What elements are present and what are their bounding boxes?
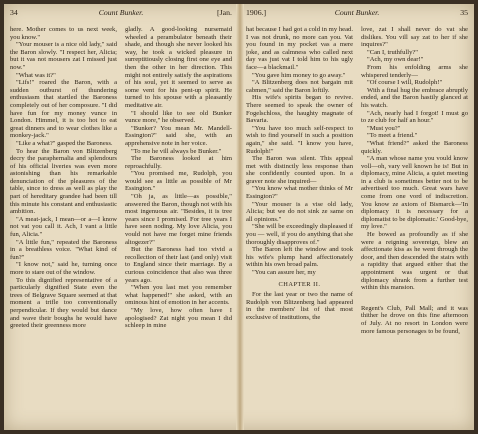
left-month-marker: [Jan. xyxy=(217,8,232,17)
paragraph: "What was it?" xyxy=(16,71,56,79)
right-columns xyxy=(246,26,468,422)
paragraph: "You can assure her, my xyxy=(252,269,316,276)
chapter-paragraph: Regent's Club, Pall Mall; and it was thither he drove on this fine afternoon of July. At no resort in London were more famous personages to be found, xyxy=(361,304,468,335)
paragraph: "Lifs!" roared the Baron, with a sudden outburst of thundering enthusiasm that startled the Baroness completely out of her composure. "I did have fun for my money vunce in London. Himmel, it is too hot to eat great dinners and to wear clothes like a monkey-jack." xyxy=(10,79,117,140)
paragraph: "My love, how often have I apologised? Zat night you mean I did schleep in mine xyxy=(125,306,232,330)
left-column-2 xyxy=(125,26,232,422)
book-gutter xyxy=(236,4,244,430)
right-year-marker: 1906.] xyxy=(246,8,267,17)
left-running-title: Count Bunker. xyxy=(98,8,144,17)
left-column-1 xyxy=(10,26,117,422)
paragraph: The Baroness looked at him reproachfully. xyxy=(125,155,232,170)
paragraph: "To meet a friend." xyxy=(367,132,418,140)
paragraph: With a final hug the embrace abruptly ended, and the Baron hastily glanced at his watch. xyxy=(361,86,468,109)
paragraph: The Baron left the window and took his wife's plump hand affectionately within his own broad palm. xyxy=(246,246,353,269)
paragraph: "When you last met you remember what happened!" she asked, with an ominous hint of emotion in her accents. xyxy=(125,284,232,307)
paragraph: His wife's spirits began to revive. There seemed to speak the owner of Fogelschloss, the haughty magnate of Bavaria. xyxy=(246,94,353,125)
left-page-number: 34 xyxy=(10,8,18,17)
paragraph: "Can I, truthfully?" xyxy=(367,48,418,56)
paragraph: "A Blitzenberg does not bargain mit cabmen," said the Baron loftily. xyxy=(246,79,353,94)
paragraph: "Must you?" xyxy=(367,124,401,132)
paragraph: "A man whose name you vould know voll—oh, vary vell known he is! But in diplomacy, mine Alicia, a quiet meeting in a club is sometimes better not to be advertised too much. Great wars have come from one vord of indiscretion. You know ze axiom of Bismarck—'In diplomacy it is necessary for a diplomatist to be diplomatic.' Good-bye, my love." xyxy=(361,155,468,231)
paragraph: From his enfolding arms she whispered tenderly— xyxy=(361,63,468,79)
paragraph: love, zat I shall never do vat she dislikes. You vill say zat to her if she inquires?" xyxy=(361,26,468,49)
paragraph: "You gave him money to go away." xyxy=(252,71,346,79)
paragraph: "To me he vill always be Bunker." xyxy=(131,147,222,155)
left-page xyxy=(10,8,232,426)
paragraph: here. Mother comes to us next week, you know." xyxy=(10,26,117,41)
paragraph: "You promised me, Rudolph, you would see as little as possible of Mr Essington." xyxy=(125,170,232,193)
paragraph: "You have too much self-respect to wish to find yourself in such a position again," she said. "I know you have, Rudolph!" xyxy=(246,124,353,155)
paragraph: "A little fun," repeated the Baroness in a breathless voice. "What kind of fun?" xyxy=(10,238,117,261)
chapter-paragraph: For the last year or two the name of Rudolph von Blitzenberg had appeared in the members' list of that most exclusive of institutions, the xyxy=(246,291,353,321)
right-column-1 xyxy=(246,26,353,422)
paragraph: "Your mouser is a vise old lady, Alicia; but we do not sink ze same on all opinions." xyxy=(246,200,353,223)
paragraph: "Bunker? You mean Mr. Mandell-Essington?" said she, with an apprehensive note in her voice. xyxy=(125,124,232,147)
right-running-title: Count Bunker. xyxy=(334,8,380,17)
paragraph: "A meat-jack, I mean—or a—I know not vat you call it. Ach, I vant a little fun, Alicia." xyxy=(10,215,117,239)
paragraph: "Like a what?" gasped the Baroness. xyxy=(16,139,113,147)
paragraph: "Oh ja, as little—as possible," answered the Baron, though not with his most ingenuous air. "Besides, it is tree years since I promised. For tree years I have seen noding. My love Alicia, you vould not have me forget mine friends altogezer?" xyxy=(125,193,232,246)
paragraph: "What friend?" asked the Baroness quickly. xyxy=(361,139,468,155)
paragraph: "Your mouser is a nice old lady," said the Baron slowly. "I respect her, Alicia; but it vas not mousers zat I missed just now." xyxy=(10,41,117,71)
right-running-head xyxy=(246,8,468,20)
paragraph: To this dignified representative of a particularly dignified State even the trees of Belgrave Square seemed at that moment a trifle too conventionally perpendicular. If they would but dance and wave their boughs he would have greeted their greenness more xyxy=(10,276,117,330)
paragraph: The Baron was silent. This appeal met with distinctly less response than she confidently counted upon. In a graver note she inquired— xyxy=(246,155,353,185)
paragraph: "Ach, nearly had I forgot! I must go to ze club for half an hour." xyxy=(361,109,468,125)
paragraph: But the Baroness had too vivid a recollection of their last (and only) visit to England since their marriage. By a curious coincidence that also was three years ago. xyxy=(125,246,232,284)
left-columns xyxy=(10,26,232,422)
paragraph: "Of course I will, Rudolph!" xyxy=(367,79,443,87)
paragraph: "You know what mother thinks of Mr Essington?" xyxy=(246,185,353,201)
chapter-heading: CHAPTER II. xyxy=(278,280,321,288)
paragraph: gladly. A good-looking nursemaid wheeled a perambulator beneath their shade, and though she never looked his way, he took a wicked pleasure in surreptitiously closing first one eye and then the other in her direction. This might not entirely satisfy the aspirations of his soul, yet it seemed to serve as some vent for his pent-up spirit. He turned to his spouse with a pleasantly meditative air. xyxy=(125,26,232,109)
right-column-2 xyxy=(361,26,468,422)
left-running-head xyxy=(10,8,232,20)
paragraph: "Ach, my own dear!" xyxy=(367,56,424,64)
paragraph: "I should like to see old Bunker vunce more," he observed. xyxy=(125,109,232,125)
paragraph: "She will be exceedingly displeased if you — well, if you do anything that she thoroughly disapproves of." xyxy=(246,223,353,246)
paragraph: "I know not," said he, turning once more to stare out of the window. xyxy=(10,261,117,276)
book-spread xyxy=(4,4,474,430)
paragraph: He bowed as profoundly as if she were a reigning sovereign, blew an affectionate kiss as he went through the door, and then descended the stairs with a rapidity that argued either that the appointment was urgent or that diplomacy shrank from a further test within this mansion. xyxy=(361,231,468,292)
right-page xyxy=(246,8,468,426)
right-page-number: 35 xyxy=(460,8,468,17)
paragraph: To hear the Baron von Blitzenberg decry the paraphernalia and splendours of his official liveries was even more astonishing than his remarkable denunciation of the pleasures of the table, since to dress as well as play the part of hereditary grandee had been till this minute his constant and enthusiastic ambition. xyxy=(10,147,117,216)
paragraph: hat because I had got a cold in my head. I vas not drunk, no more can you. Vat you found in my pocket vas a mere joke, and as calmness who called next day vas just vat I told him to his ugly face—a blackmail." xyxy=(246,26,353,71)
